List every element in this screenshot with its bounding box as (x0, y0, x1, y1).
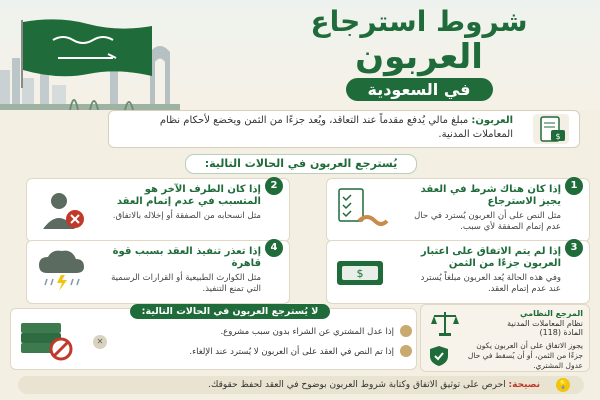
no-refund-item-2: إذا تم النص في العقد على أن العربون لا يُسترد عند الإلغاء. (189, 347, 394, 357)
advice-body: احرص على توثيق الاتفاق وكتابة شروط العربون بوضوح في العقد لحفظ حقوقك. (208, 380, 506, 390)
svg-text:$: $ (356, 267, 364, 280)
svg-text:$: $ (555, 132, 561, 141)
close-icon: ✕ (93, 335, 107, 349)
legal-subtitle: نظام المعاملات المدنية (507, 319, 583, 328)
definition-text (123, 114, 513, 142)
case-number-3: 3 (565, 239, 583, 257)
legal-reference-box (420, 304, 590, 372)
case-number-1: 1 (565, 177, 583, 195)
definition-box (108, 110, 580, 148)
refund-section-heading: يُسترجع العربون في الحالات التالية: (185, 154, 417, 174)
case-card-2 (26, 178, 290, 242)
no-refund-heading: لا يُسترجع العربون في الحالات التالية: (130, 304, 330, 319)
no-refund-item-1: إذا عدل المشتري عن الشراء بدون سبب مشروع. (220, 327, 394, 337)
legal-text: يجوز الاتفاق على أن العربون يكون جزءًا من الثمن، أو أن يُسقط في حال عدول المشتري. (467, 341, 583, 370)
document-money-icon (533, 114, 569, 144)
title-pill: في السعودية (346, 78, 493, 101)
advice-label: نصيحة: (508, 380, 540, 390)
case-title-3: إذا لم يتم الاتفاق على اعتبار العربون جزءًا من الثمن (420, 246, 561, 269)
definition-label: العربون: (471, 115, 513, 126)
advice-bar (18, 376, 584, 394)
case-title-4: إذا تعذر تنفيذ العقد بسبب قوة قاهرة (112, 246, 261, 269)
scales-of-justice-icon (429, 309, 461, 337)
case-body-4: مثل الكوارث الطبيعية أو القرارات الرسمية التي تمنع التنفيذ. (111, 273, 261, 294)
case-body-1: مثل النص على أن العربون يُسترد في حال عدم إتمام الصفقة لأي سبب. (414, 211, 561, 232)
case-title-2: إذا كان الطرف الآخر هو المتسبب في عدم إتمام العقد (116, 184, 261, 207)
legal-article: المادة (118) (539, 328, 583, 337)
lightbulb-icon: 💡 (556, 378, 570, 392)
bullet-icon (400, 325, 412, 337)
shield-check-icon (429, 345, 449, 367)
storm-cloud-icon (35, 249, 91, 295)
money-bill-icon (333, 249, 389, 295)
case-body-2: مثل انسحابه من الصفقة أو إخلاله بالاتفاق. (112, 211, 261, 221)
case-card-4 (26, 240, 290, 304)
case-title-1: إذا كان هناك شرط في العقد يجيز الاسترجاع (420, 184, 561, 207)
legal-title: المرجع النظامي (520, 309, 583, 318)
title-block (254, 6, 584, 106)
case-number-4: 4 (265, 239, 283, 257)
title-line-1: شروط استرجاع (310, 5, 528, 38)
bullet-icon (400, 345, 412, 357)
definition-body: مبلغ مالي يُدفع مقدماً عند التعاقد، ويُعد جزءًا من الثمن ويخضع لأحكام نظام المعاملات المدنية. (159, 115, 513, 140)
saudi-flag-icon (18, 18, 153, 88)
money-stack-forbidden-icon (17, 317, 77, 363)
case-card-1 (326, 178, 590, 242)
case-body-3: وفي هذه الحالة يُعد العربون مبلغاً يُسترد عند عدم إتمام العقد. (420, 273, 561, 294)
title-line-2: العربون (355, 37, 483, 77)
case-card-3 (326, 240, 590, 304)
advice-text (208, 378, 540, 392)
person-cancel-icon (35, 187, 91, 233)
case-number-2: 2 (265, 177, 283, 195)
contract-handshake-icon (333, 187, 389, 233)
